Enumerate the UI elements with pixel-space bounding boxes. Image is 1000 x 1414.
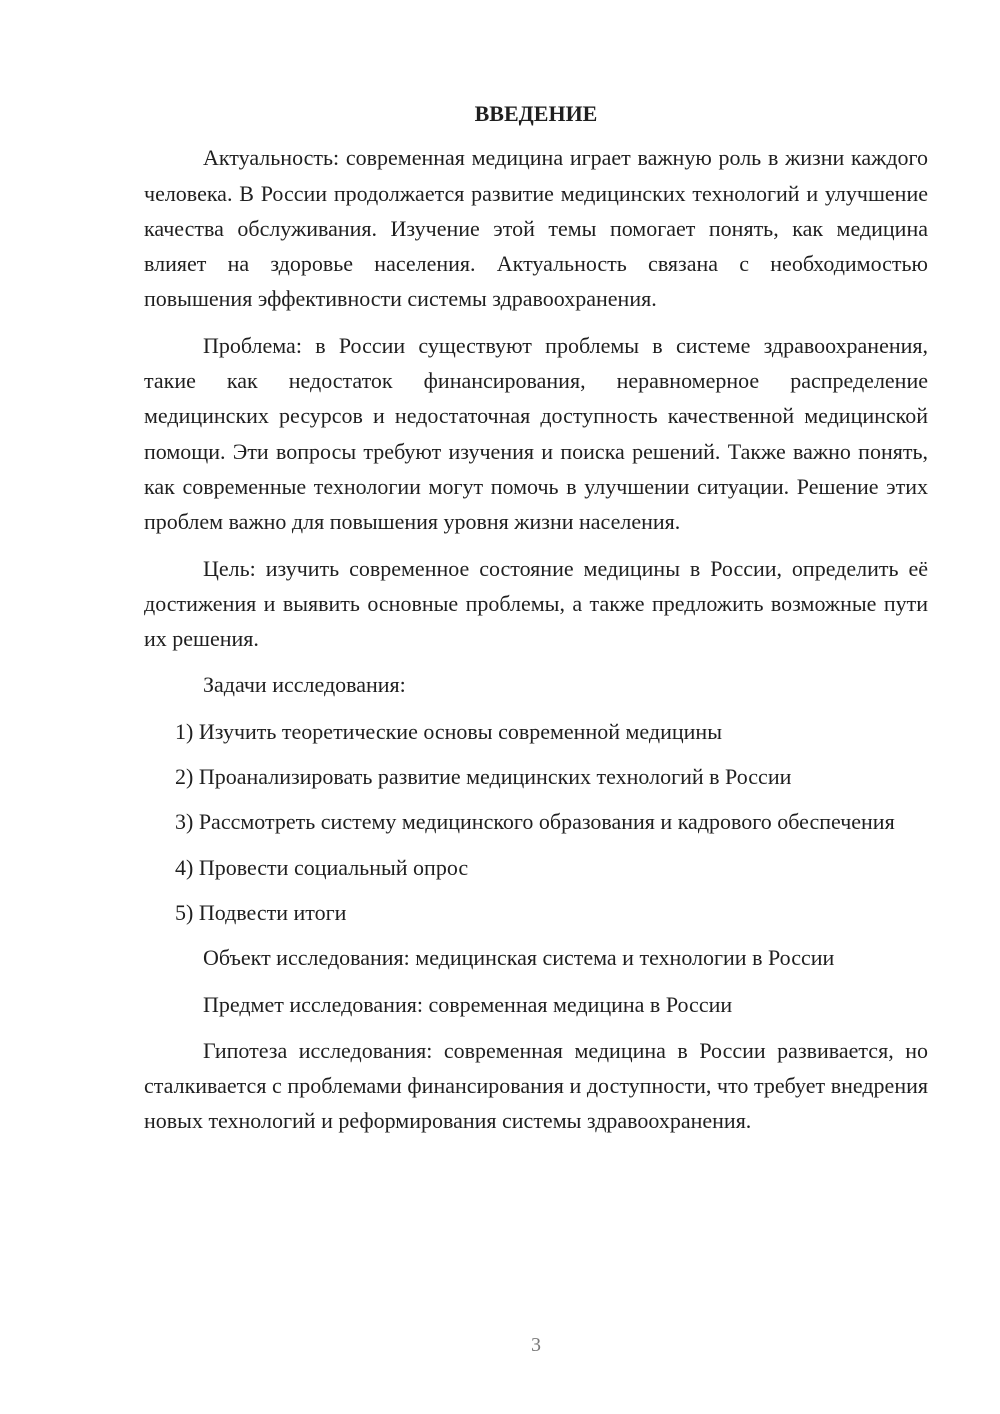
task-item-1: 1) Изучить теоретические основы современной медицины: [175, 718, 722, 744]
goal-paragraph: Цель: изучить современное состояние медицины в России, определить её достижения и выявить основные проблемы, а также предложить возможные пути их решения.: [144, 555, 928, 652]
section-title: ВВЕДЕНИЕ: [474, 101, 598, 126]
task-item-5: 5) Подвести итоги: [175, 899, 347, 925]
tasks-heading: Задачи исследования:: [203, 672, 406, 698]
problem-paragraph: Проблема: в России существуют проблемы в системе здравоохранения, такие как недостаток финансирования, неравномерное распределение медицинских ресурсов и недостаточная доступность качественной медицинской помощи. Эти вопросы требуют изучения и поиска решений. Также важно понять, как современные технологии могут помочь в улучшении ситуации. Решение этих проблем важно для повышения уровня жизни населения.: [144, 332, 928, 535]
relevance-paragraph: Актуальность: современная медицина играет важную роль в жизни каждого человека. В России продолжается развитие медицинских технологий и улучшение качества обслуживания. Изучение этой темы помогает понять, как медицина влияет на здоровье населения. Актуальность связана с необходимостью повышения эффективности системы здравоохранения.: [144, 145, 928, 312]
research-object-paragraph: Объект исследования: медицинская система и технологии в России: [203, 945, 835, 971]
task-item-3: 3) Рассмотреть систему медицинского образования и кадрового обеспечения: [175, 809, 895, 835]
hypothesis-paragraph: Гипотеза исследования: современная медицина в России развивается, но сталкивается с проблемами финансирования и доступности, что требует внедрения новых технологий и реформирования системы здравоохранения.: [144, 1037, 928, 1134]
page-number: 3: [531, 1334, 541, 1356]
task-item-2: 2) Проанализировать развитие медицинских технологий в России: [175, 764, 792, 790]
task-item-4: 4) Провести социальный опрос: [175, 854, 469, 880]
research-subject-paragraph: Предмет исследования: современная медицина в России: [203, 991, 733, 1017]
document-body: [144, 96, 928, 1150]
